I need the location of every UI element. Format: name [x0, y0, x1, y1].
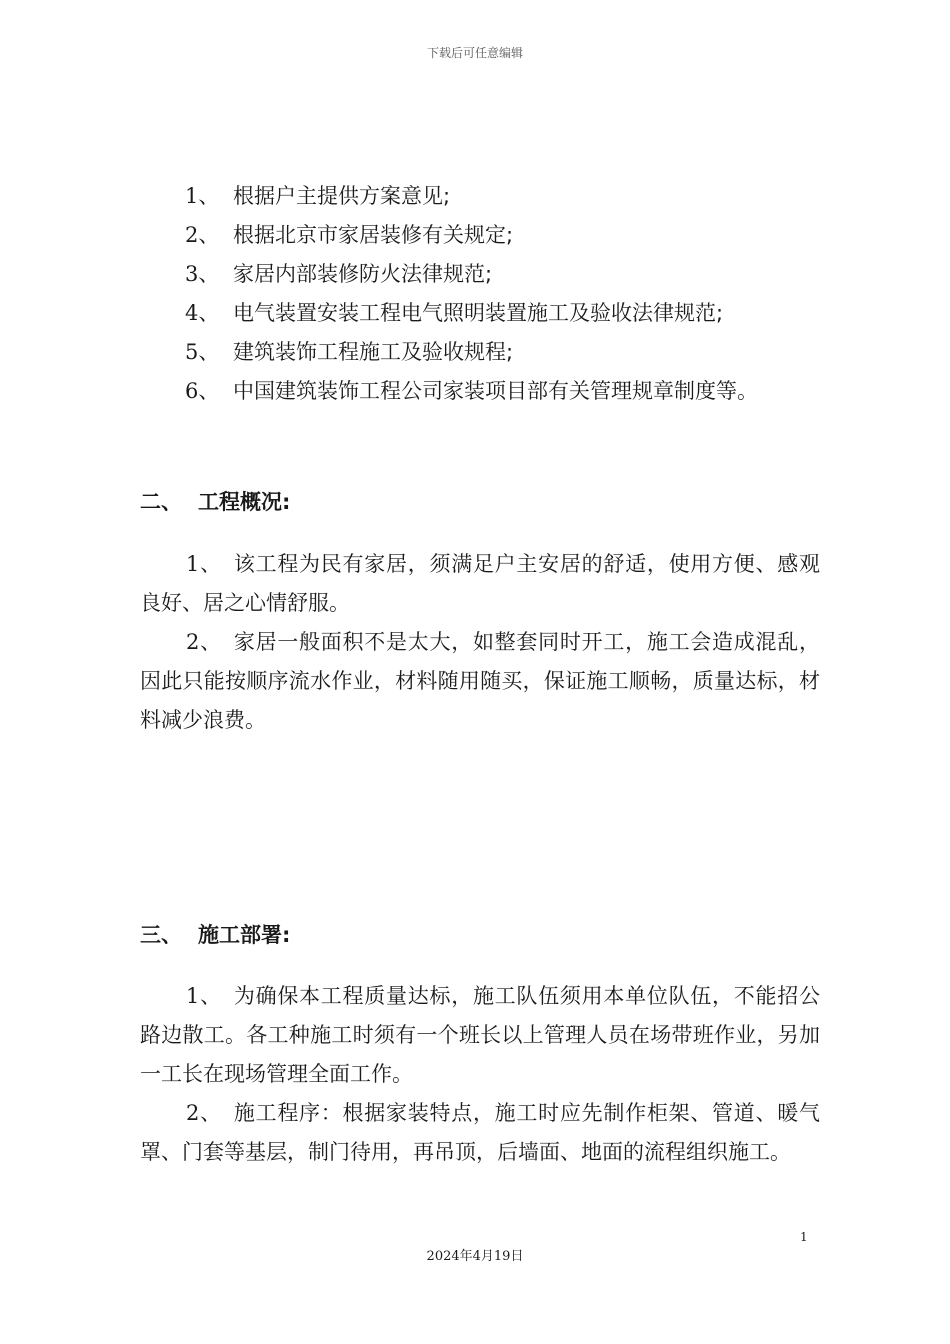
list-item-text: 电气装置安装工程电气照明装置施工及验收法律规范; — [233, 301, 724, 325]
footer-date: 2024年4月19日 — [426, 1249, 524, 1264]
list-item-number: 5、 — [185, 340, 220, 364]
list-item — [185, 294, 865, 333]
list-item-text: 建筑装饰工程施工及验收规程; — [233, 340, 514, 364]
paragraph-text: 施工程序：根据家装特点，施工时应先制作柜架、管道、暖气罩、门套等基层，制门待用，再吊顶，后墙面、地面的流程组织施工。 — [140, 1101, 820, 1164]
list-item-number: 2、 — [185, 223, 220, 247]
header-note: 下载后可任意编辑 — [426, 46, 523, 60]
paragraph — [140, 545, 820, 623]
paragraph-number: 2、 — [186, 630, 222, 654]
list-item-text: 中国建筑装饰工程公司家装项目部有关管理规章制度等。 — [233, 379, 758, 403]
list-item-number: 6、 — [185, 379, 220, 403]
list-item — [185, 333, 865, 372]
basis-list — [185, 177, 865, 411]
paragraph-text: 家居一般面积不是太大，如整套同时开工，施工会造成混乱，因此只能按顺序流水作业，材料随用随买，保证施工顺畅，质量达标，材料减少浪费。 — [140, 630, 820, 732]
list-item — [185, 216, 865, 255]
list-item-text: 家居内部装修防火法律规范; — [233, 262, 493, 286]
list-item — [185, 255, 865, 294]
list-item-text: 根据户主提供方案意见; — [233, 184, 451, 208]
list-item — [185, 177, 865, 216]
list-item-number: 4、 — [185, 301, 220, 325]
section-heading-overview — [140, 486, 290, 516]
list-item-number: 3、 — [185, 262, 220, 286]
paragraph-text: 该工程为民有家居，须满足户主安居的舒适，使用方便、感观良好、居之心情舒服。 — [140, 552, 820, 615]
section-number: 三、 — [140, 923, 182, 947]
paragraph — [140, 623, 820, 740]
paragraph-number: 1、 — [186, 552, 222, 576]
paragraph-number: 2、 — [186, 1101, 222, 1125]
paragraph-number: 1、 — [186, 984, 222, 1008]
section-title: 工程概况: — [198, 490, 291, 514]
section-heading-deployment — [140, 919, 290, 949]
paragraph — [140, 977, 820, 1094]
paragraph-text: 为确保本工程质量达标，施工队伍须用本单位队伍，不能招公路边散工。各工种施工时须有一个班长以上管理人员在场带班作业，另加一工长在现场管理全面工作。 — [140, 984, 820, 1086]
page-number: 1 — [800, 1230, 808, 1244]
section-title: 施工部署: — [198, 923, 291, 947]
section-number: 二、 — [140, 490, 182, 514]
list-item — [185, 372, 865, 411]
list-item-number: 1、 — [185, 184, 220, 208]
list-item-text: 根据北京市家居装修有关规定; — [233, 223, 514, 247]
paragraph — [140, 1094, 820, 1172]
